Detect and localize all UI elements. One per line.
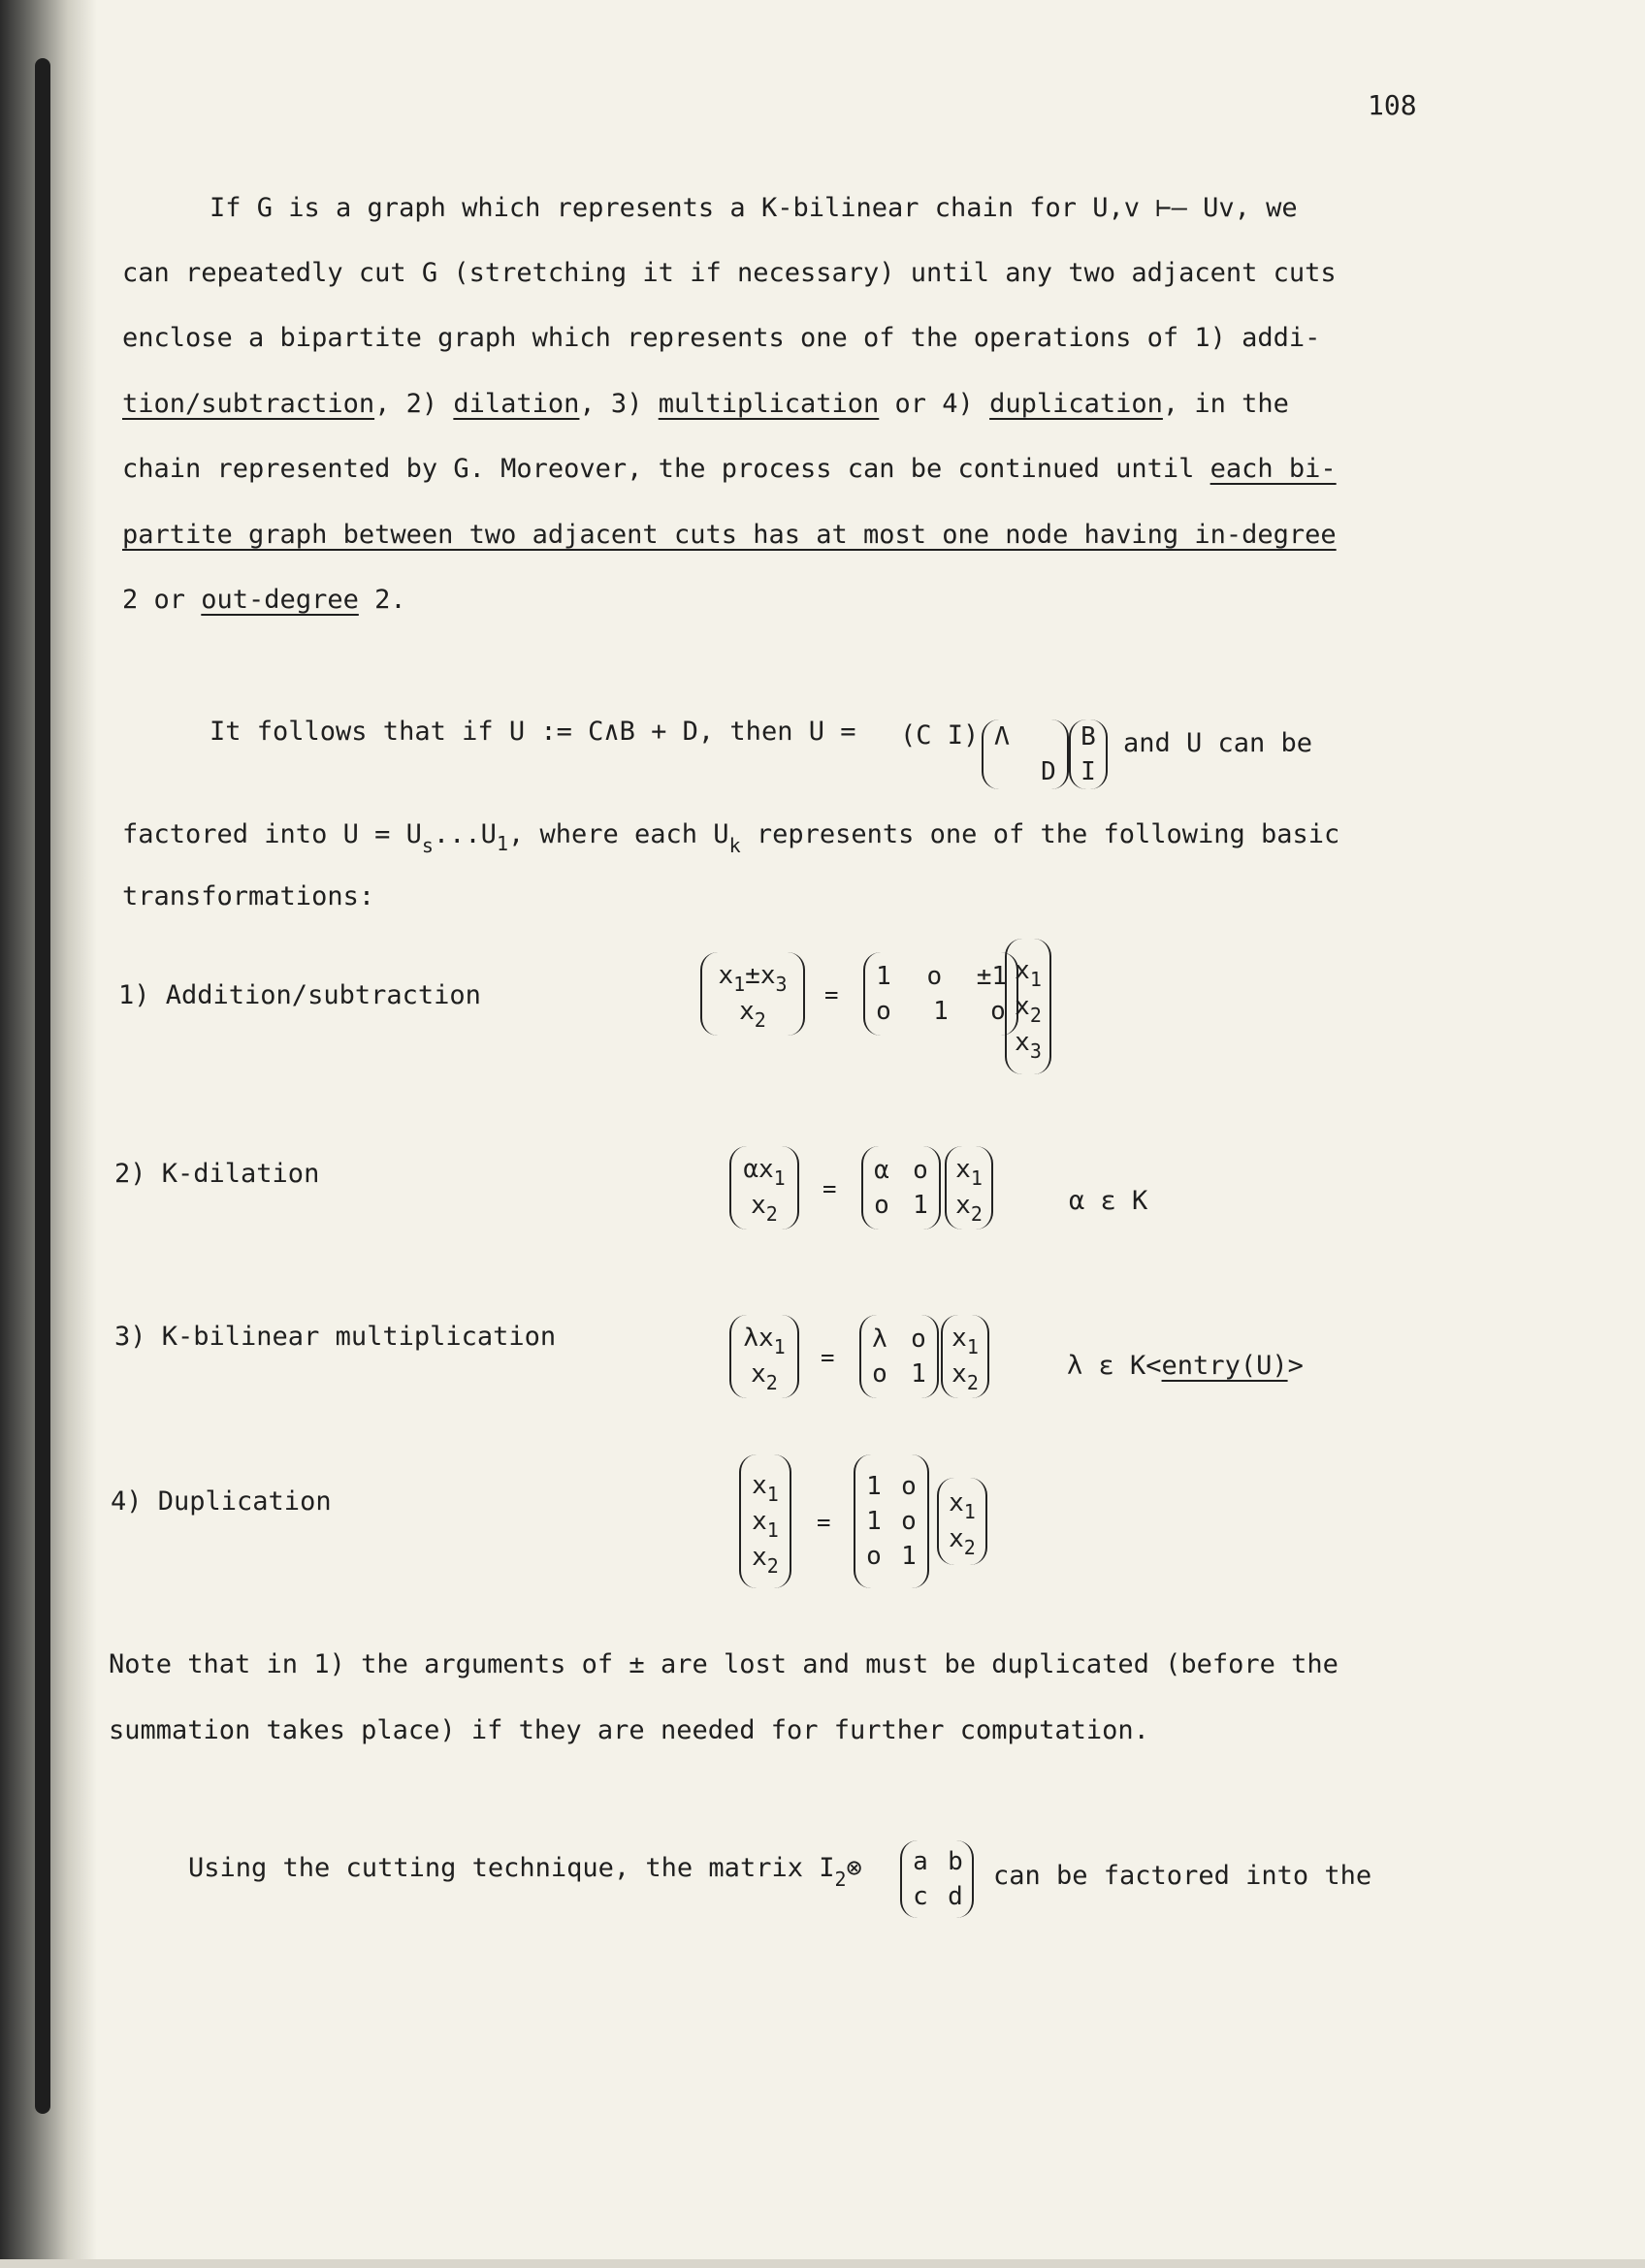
para1-line1: If G is a graph which represents a K-bilinear chain for U,v ⊢— Uv, we	[210, 193, 1298, 223]
note-line1: Note that in 1) the arguments of ± are lost and must be duplicated (before the	[109, 1649, 1339, 1679]
cell: o	[874, 1191, 889, 1220]
equals-2: =	[822, 1175, 837, 1202]
underline-addition: tion/subtraction	[122, 389, 375, 419]
underline-multiplication: multiplication	[658, 389, 880, 419]
underline-each-bi: each bi-	[1210, 454, 1337, 484]
subscript: 1	[1029, 967, 1042, 991]
cell: o	[901, 1472, 917, 1501]
equals-1: =	[824, 981, 839, 1008]
transform-1-label: 1) Addition/subtraction	[118, 980, 481, 1010]
matrix-1-vector	[1005, 939, 1051, 1074]
cell: o	[913, 1156, 928, 1185]
text: λx	[743, 1324, 774, 1353]
cell: D	[1041, 757, 1056, 786]
text: ⊗	[846, 1853, 862, 1883]
subscript: 1	[766, 1482, 779, 1506]
text: chain represented by G. Moreover, the process can be continued until	[122, 454, 1210, 484]
subscript: 3	[1029, 1038, 1042, 1063]
text: αx	[743, 1155, 774, 1184]
underline-duplication: duplication	[989, 389, 1163, 419]
page-bottom-edge	[0, 2259, 1645, 2268]
matrix-ci: (C I)	[900, 720, 980, 751]
equals-4: =	[817, 1509, 831, 1536]
para1-line4	[122, 388, 1289, 421]
text: x	[955, 1155, 971, 1184]
text: , 2)	[374, 389, 454, 419]
cell: Λ	[994, 722, 1010, 751]
matrix-3-lhs	[729, 1315, 799, 1398]
text: x	[751, 1191, 766, 1220]
cell: 1	[876, 962, 891, 991]
text: x	[752, 1542, 767, 1572]
last-line-end: can be factored into the	[993, 1861, 1372, 1891]
subscript: 3	[775, 973, 788, 996]
subscript: s	[421, 834, 434, 857]
text: x	[952, 1324, 967, 1353]
subscript: 2	[765, 1202, 778, 1226]
transform-2-condition: α ε K	[1069, 1186, 1148, 1216]
matrix-1-coeff	[863, 952, 1018, 1036]
text: , where each U	[507, 819, 729, 849]
cell: 1	[901, 1542, 917, 1571]
subscript: 1	[773, 1166, 786, 1190]
cell: I	[1081, 757, 1096, 786]
transform-4-label: 4) Duplication	[111, 1486, 332, 1517]
subscript: k	[728, 834, 741, 857]
matrix-lambda-d	[982, 719, 1069, 789]
text: x	[739, 997, 755, 1026]
cell: o	[872, 1359, 887, 1389]
transform-3-condition	[1067, 1350, 1304, 1383]
subscript: 2	[765, 1371, 778, 1394]
subscript: 2	[834, 1868, 847, 1891]
subscript: 2	[963, 1536, 976, 1559]
text: x	[751, 1359, 766, 1389]
underline-dilation: dilation	[453, 389, 580, 419]
cell: b	[948, 1847, 963, 1876]
matrix-2-coeff	[861, 1146, 941, 1230]
cell: o	[926, 962, 943, 991]
para1-line5	[122, 453, 1337, 486]
cell: α	[874, 1156, 889, 1185]
text: x	[952, 1359, 967, 1389]
para2-line3: transformations:	[122, 881, 375, 911]
equals-3: =	[821, 1344, 835, 1371]
cell: 1	[913, 1191, 928, 1220]
text: ±x	[745, 961, 776, 990]
last-line	[188, 1852, 862, 1891]
matrix-3-coeff	[859, 1315, 939, 1398]
cell: 1	[911, 1359, 926, 1389]
cell: c	[913, 1882, 928, 1911]
cell: o	[990, 997, 1006, 1026]
para1-line6: partite graph between two adjacent cuts has at most one node having in-degree	[122, 520, 1337, 550]
text: x	[949, 1524, 964, 1553]
text: x	[955, 1191, 971, 1220]
text: x	[718, 961, 734, 990]
subscript: 2	[1029, 1003, 1042, 1027]
note-line2: summation takes place) if they are needed for further computation.	[109, 1715, 1149, 1745]
cell: o	[911, 1325, 926, 1354]
text: x	[949, 1488, 964, 1517]
cell: a	[913, 1847, 928, 1876]
subscript: 1	[733, 973, 746, 996]
subscript: 2	[970, 1202, 983, 1226]
subscript: 1	[966, 1335, 979, 1358]
para1-line3: enclose a bipartite graph which represents one of the operations of 1) addi-	[122, 323, 1321, 353]
matrix-b-i	[1069, 719, 1108, 789]
transform-2-label: 2) K-dilation	[114, 1159, 320, 1189]
matrix-2-lhs	[729, 1146, 799, 1230]
text: x	[1015, 991, 1030, 1021]
binding-strip	[35, 58, 50, 2114]
text: x	[1015, 1027, 1030, 1057]
subscript: 1	[766, 1517, 779, 1542]
subscript: 2	[754, 1008, 766, 1032]
text: 2 or	[122, 585, 202, 615]
para2-line2	[122, 818, 1340, 857]
page-number: 108	[1368, 89, 1417, 121]
cell: λ	[872, 1325, 887, 1354]
subscript: 1	[963, 1500, 976, 1523]
text: x	[752, 1506, 767, 1536]
para2-line1-end: and U can be	[1123, 728, 1313, 758]
cell: ±1	[976, 962, 1007, 991]
matrix-4-vector	[937, 1478, 987, 1565]
text: , 3)	[579, 389, 659, 419]
cell: 1	[866, 1472, 882, 1501]
matrix-3-vector	[941, 1315, 989, 1398]
text: , in the	[1162, 389, 1289, 419]
matrix-4-coeff	[854, 1454, 929, 1588]
text: ...U	[433, 819, 497, 849]
subscript: 1	[773, 1335, 786, 1358]
para1-line2: can repeatedly cut G (stretching it if necessary) until any two adjacent cuts	[122, 258, 1337, 288]
text: Using the cutting technique, the matrix I	[188, 1853, 835, 1883]
cell: 1	[933, 997, 949, 1026]
para2-line1: It follows that if U := C∧B + D, then U =	[210, 717, 856, 747]
cell: o	[866, 1542, 882, 1571]
text: or 4)	[879, 389, 990, 419]
text: factored into U = U	[122, 819, 422, 849]
cell: d	[948, 1882, 963, 1911]
text: represents one of the following basic	[740, 819, 1340, 849]
matrix-abcd	[900, 1840, 974, 1918]
text: 2.	[358, 585, 406, 615]
text: >	[1287, 1351, 1304, 1381]
subscript: 1	[970, 1166, 983, 1190]
matrix-2-vector	[945, 1146, 993, 1230]
transform-3-label: 3) K-bilinear multiplication	[114, 1322, 557, 1352]
para1-line7	[122, 584, 406, 617]
subscript: 1	[496, 832, 508, 855]
text: x	[1015, 955, 1030, 985]
cell: o	[901, 1507, 917, 1536]
text: λ ε K<	[1067, 1351, 1162, 1381]
subscript: 2	[766, 1553, 779, 1578]
subscript: 2	[966, 1371, 979, 1394]
matrix-4-lhs	[739, 1454, 791, 1588]
cell: 1	[866, 1507, 882, 1536]
cell: o	[876, 997, 891, 1026]
matrix-1-lhs	[700, 952, 805, 1036]
text: x	[752, 1470, 767, 1500]
cell: B	[1081, 722, 1096, 751]
underline-out-degree: out-degree	[201, 585, 359, 615]
underline-entry: entry(U)	[1161, 1351, 1288, 1381]
